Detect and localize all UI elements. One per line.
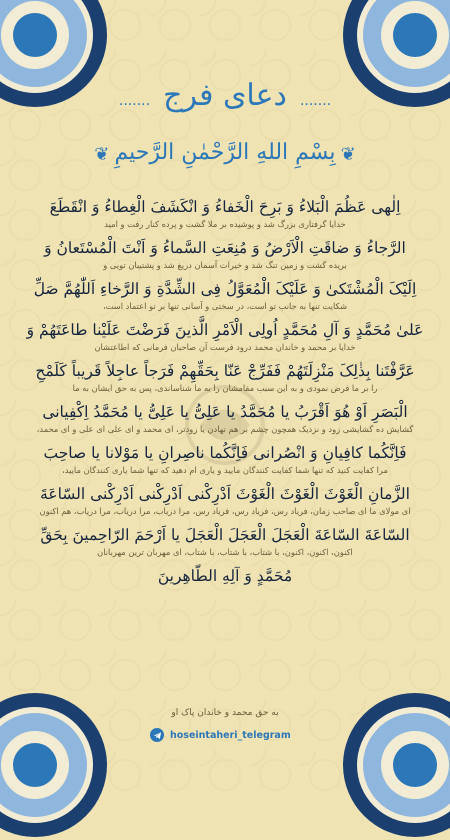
prayer-text [16,196,434,587]
title-area [0,78,450,113]
bismillah-area [0,140,450,165]
title-dots-right: ....... [299,93,332,109]
arabic-line: عَلیٰ مُحَمَّدٍ وَ آلِ مُحَمَّدٍ اُولِی الْاَمْرِ الَّذینَ فَرَضْتَ عَلَیْنا طاعَتَهُمْ وَ [26,321,424,339]
footer-note: به حق محمد و خاندان پاک او [171,708,279,718]
arabic-line: الْبَصَرِ اَوْ هُوَ اَقْرَبُ یا مُحَمَّدُ یا عَلِیُّ یا عَلِیُّ یا مُحَمَّدُ اِکْفِیانی [42,403,408,421]
persian-translation: ای مولای ما ای صاحب زمان، فریاد رس، فریاد رس، فریاد رس، مرا دریاب، مرا دریاب، مرا دریاب، هم اکنون [39,506,411,516]
arabic-line: عَرَّفْتَنا بِذٰلِکَ مَنْزِلَتَهُمْ فَفَرِّجْ عَنّا بِحَقِّهِمْ فَرَجاً عاجِلاً قَریباً کَلَمْحِ [35,362,415,380]
persian-translation: مرا کفایت کنید که تنها شما کفایت کنندگان مایید و یاری ام دهید که تنها شما یاری کنندگان مایید، [62,465,388,475]
persian-translation: خدایا بر محمد و خاندان محمد درود فرست آن صاحبان فرمانی که اطاعتشان [94,342,356,352]
persian-translation: خدایا گرفتاری بزرگ شد و پوشیده بر ملا گشت و پرده کنار رفت و امید [104,219,346,229]
flourish-right-icon: ❦ [94,144,110,165]
persian-translation: گشایش ده گشایشی زود و نزدیک همچون چشم بر هم نهادن یا زودتر، ای محمد و ای علی ای علی و ای محمد، [36,424,414,434]
telegram-icon [150,728,164,742]
arabic-line: مُحَمَّدٍ وَ آلِهِ الطّاهِرینَ [157,567,293,585]
arabic-line: اِلَیْکَ الْمُشْتَکیٰ وَ عَلَیْکَ الْمُعَوَّلُ فِی الشِّدَّةِ وَ الرَّخاءِ اَللّٰهُمَّ صَلِّ [33,280,417,298]
persian-translation: شکایت تنها به جانب تو است، در سختی و آسانی تنها بر تو اعتماد است، [102,301,348,311]
page-title: دعای فرج [163,78,287,113]
arabic-line: فَاِنَّکُما کافِیانِ وَ انْصُرانی فَاِنَّکُما ناصِرانِ یا مَوْلانا یا صاحِبَ [43,444,407,462]
persian-translation: بریده گشت و زمین تنگ شد و خیرات آسمان دریغ شد و پشتیبان تویی و [103,260,347,270]
arabic-line: السّاعَةَ السّاعَةَ الْعَجَلَ الْعَجَلَ الْعَجَلَ یا اَرْحَمَ الرّاحِمینَ بِحَقِّ [40,526,410,544]
persian-translation: را بر ما فرض نمودی و به این سبب مقامشان را به ما شناساندی، پس به حق ایشان به ما [72,383,378,393]
telegram-channel-link[interactable] [150,728,291,742]
title-dots-left: ....... [118,93,151,109]
arabic-line: الرَّجاءُ وَ ضاقَتِ الْاَرْضُ وَ مُنِعَتِ السَّماءُ وَ اَنْتَ الْمُسْتَعانُ وَ [44,239,406,257]
arabic-line: الزَّمانِ الْغَوْثَ الْغَوْثَ الْغَوْثَ اَدْرِکْنی اَدْرِکْنی اَدْرِکْنی السّاعَةَ [40,485,410,503]
arabic-line: اِلٰهی عَظُمَ الْبَلاءُ وَ بَرِحَ الْخَفاءُ وَ انْکَشَفَ الْغِطاءُ وَ انْقَطَعَ [49,198,401,216]
persian-translation: اکنون، اکنون، اکنون، با شتاب، با شتاب، با شتاب، ای مهربان ترین مهربانان [97,547,353,557]
flourish-left-icon: ❦ [340,144,356,165]
bismillah: بِسْمِ اللهِ الرَّحْمٰنِ الرَّحیمِ [114,140,336,165]
channel-handle: hoseintaheri_telegram [170,729,291,741]
